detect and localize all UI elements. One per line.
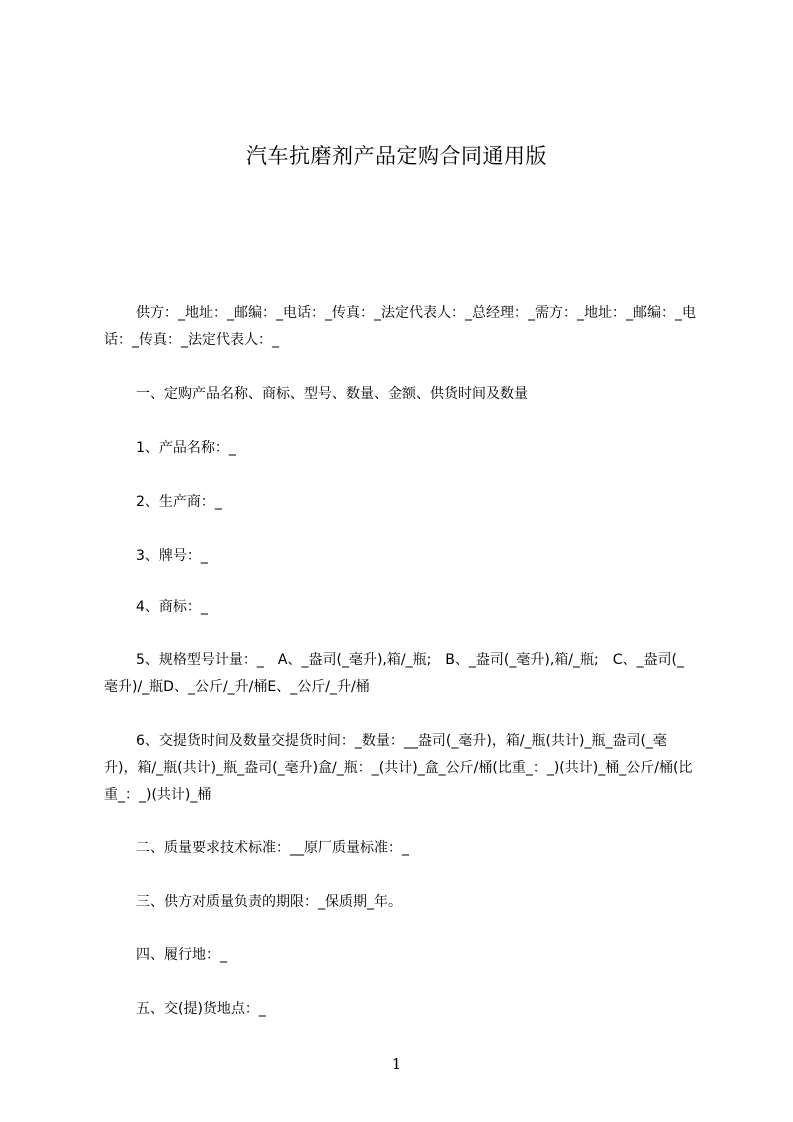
item-manufacturer: 2、生产商：_ <box>136 494 222 510</box>
section-4-place: 四、履行地：_ <box>136 947 227 963</box>
item-product-name: 1、产品名称：_ <box>136 440 236 456</box>
section-3-warranty: 三、供方对质量负责的期限：_保质期_年。 <box>136 894 402 910</box>
parties-paragraph: 供方：_地址：_邮编：_电话：_传真：_法定代表人：_总经理：_需方：_地址：_邮编：_电话：_传真：_法定代表人：_ <box>104 305 696 348</box>
section-2-quality: 二、质量要求技术标准：__原厂质量标准：_ <box>136 840 409 856</box>
item-specification: 5、规格型号计量：_ A、_盎司(_毫升),箱/_瓶; B、_盎司(_毫升),箱/_瓶; C、_盎司(_毫升)/_瓶D、_公斤/_升/桶E、_公斤/_升/桶 <box>104 652 684 695</box>
item-trademark: 4、商标：_ <box>136 599 208 615</box>
page-number: 1 <box>391 1055 402 1073</box>
item-brand-number: 3、牌号：_ <box>136 548 208 564</box>
item-delivery-time: 6、交提货时间及数量交提货时间：_数量：__盎司(_毫升)，箱/_瓶(共计)_瓶_盎司(_毫升)，箱/_瓶(共计)_瓶_盎司(_毫升)盒/_瓶：_(共计)_盒_公斤/桶(比重_：_)(共计)_桶_公斤/桶(比重_：_)(共计)_桶 <box>104 733 693 803</box>
section-1-heading: 一、定购产品名称、商标、型号、数量、金额、供货时间及数量 <box>136 386 528 402</box>
section-5-delivery-location: 五、交(提)货地点：_ <box>136 1001 266 1017</box>
document-title: 汽车抗磨剂产品定购合同通用版 <box>246 144 547 168</box>
